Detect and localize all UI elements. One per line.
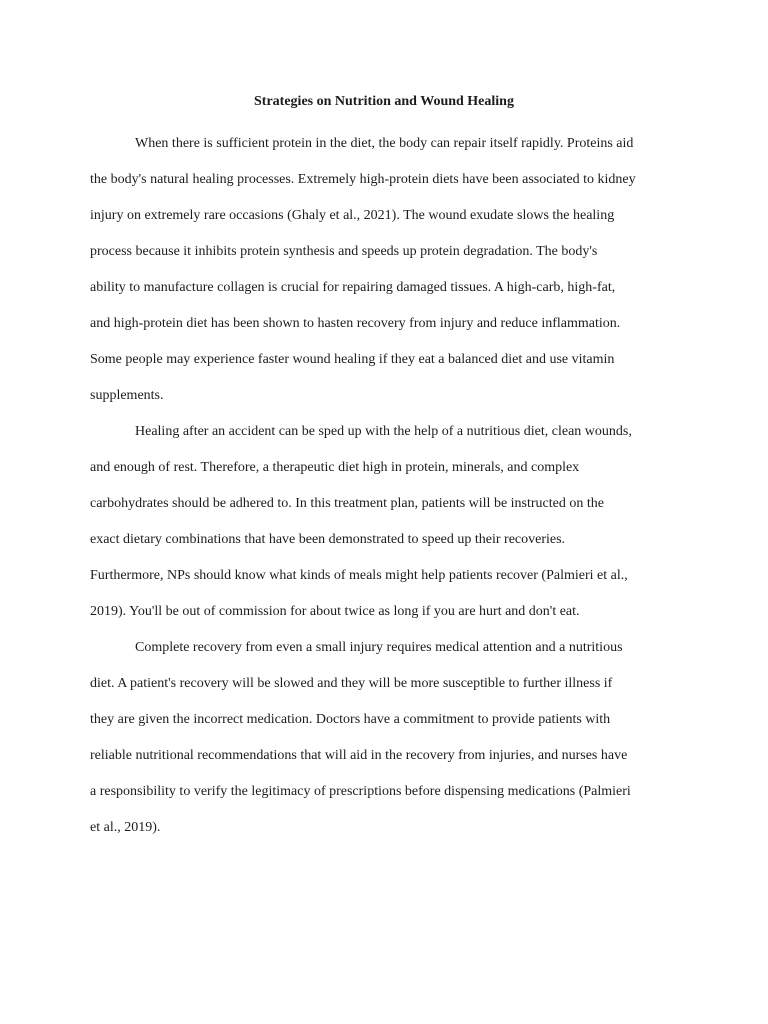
paragraph-line: ability to manufacture collagen is crucial for repairing damaged tissues. A high-carb, high-fat, bbox=[90, 280, 616, 295]
paragraph-line: Healing after an accident can be sped up with the help of a nutritious diet, clean wounds, bbox=[135, 424, 632, 439]
paragraph-2 bbox=[90, 414, 680, 630]
document-title: Strategies on Nutrition and Wound Healing bbox=[254, 94, 514, 109]
paragraph-line: the body's natural healing processes. Extremely high-protein diets have been associated to kidney bbox=[90, 172, 636, 187]
paragraph-line: reliable nutritional recommendations that will aid in the recovery from injuries, and nurses have bbox=[90, 748, 628, 763]
document-body bbox=[90, 126, 680, 846]
paragraph-line: 2019). You'll be out of commission for about twice as long if you are hurt and don't eat. bbox=[90, 604, 580, 619]
paragraph-line: Furthermore, NPs should know what kinds of meals might help patients recover (Palmieri et al., bbox=[90, 568, 628, 583]
paragraph-line: Some people may experience faster wound healing if they eat a balanced diet and use vitamin bbox=[90, 352, 615, 367]
paragraph-line: carbohydrates should be adhered to. In this treatment plan, patients will be instructed on the bbox=[90, 496, 604, 511]
paragraph-line: injury on extremely rare occasions (Ghaly et al., 2021). The wound exudate slows the healing bbox=[90, 208, 615, 223]
paragraph-line: process because it inhibits protein synthesis and speeds up protein degradation. The body's bbox=[90, 244, 598, 259]
paragraph-1 bbox=[90, 126, 680, 414]
paragraph-line: and enough of rest. Therefore, a therapeutic diet high in protein, minerals, and complex bbox=[90, 460, 580, 475]
paragraph-line: they are given the incorrect medication. Doctors have a commitment to provide patients with bbox=[90, 712, 611, 727]
paragraph-line: a responsibility to verify the legitimacy of prescriptions before dispensing medications (Palmieri bbox=[90, 784, 631, 799]
paragraph-line: et al., 2019). bbox=[90, 820, 161, 835]
paragraph-line: When there is sufficient protein in the diet, the body can repair itself rapidly. Proteins aid bbox=[135, 136, 634, 151]
paragraph-line: exact dietary combinations that have been demonstrated to speed up their recoveries. bbox=[90, 532, 566, 547]
paragraph-line: supplements. bbox=[90, 388, 164, 403]
paragraph-line: Complete recovery from even a small injury requires medical attention and a nutritious bbox=[135, 640, 623, 655]
paragraph-3 bbox=[90, 630, 680, 846]
paragraph-line: and high-protein diet has been shown to hasten recovery from injury and reduce inflammation. bbox=[90, 316, 621, 331]
paragraph-line: diet. A patient's recovery will be slowed and they will be more susceptible to further illness if bbox=[90, 676, 613, 691]
